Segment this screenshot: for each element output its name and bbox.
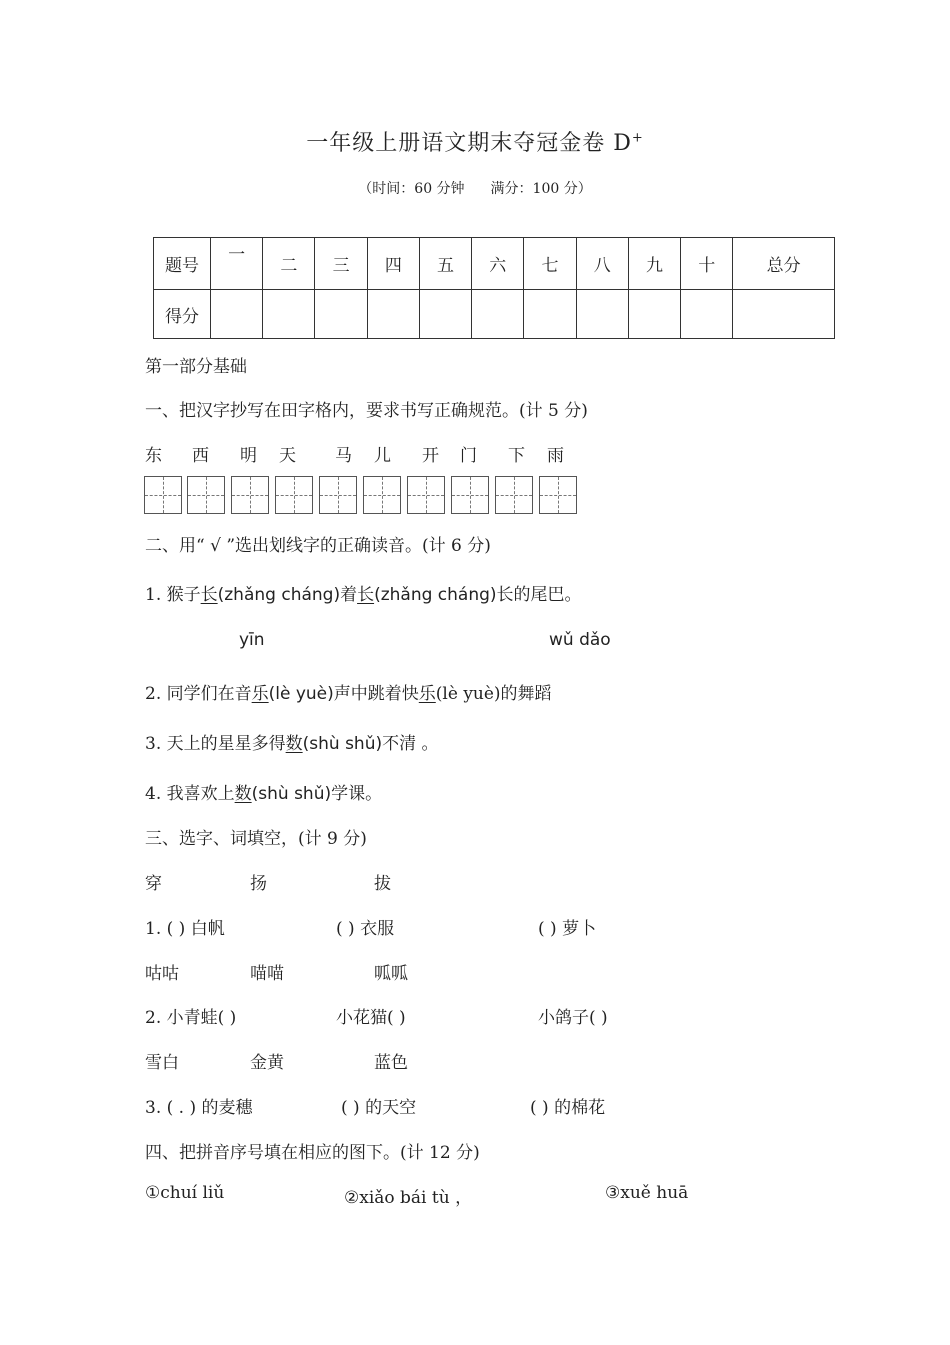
q3-heading: 三、选字、词填空，(计 9 分) bbox=[145, 829, 367, 849]
pinyin-option: ②xiǎo bái tù ， bbox=[344, 1188, 473, 1208]
copy-char: 雨 bbox=[547, 446, 564, 466]
score-cell[interactable] bbox=[628, 290, 680, 339]
full-score: 满分：100 分） bbox=[490, 181, 592, 197]
tianzige-cell[interactable] bbox=[319, 476, 357, 514]
copy-char: 门 bbox=[460, 446, 477, 466]
copy-char: 明 bbox=[240, 446, 257, 466]
col-header: 总分 bbox=[733, 238, 835, 290]
tianzige-cell[interactable] bbox=[495, 476, 533, 514]
col-header: 三 bbox=[315, 238, 367, 290]
copy-char: 儿 bbox=[374, 446, 391, 466]
underlined-char: 数 bbox=[234, 784, 252, 804]
score-cell[interactable] bbox=[419, 290, 471, 339]
underlined-char: 长 bbox=[200, 585, 218, 605]
score-cell[interactable] bbox=[733, 290, 835, 339]
q2-sentence-4: 4. 我喜欢上数(shù shǔ)学课。 bbox=[145, 784, 383, 804]
q1-heading: 一、把汉字抄写在田字格内，要求书写正确规范。(计 5 分) bbox=[145, 401, 588, 421]
score-cell[interactable] bbox=[681, 290, 733, 339]
q2-sentence-2: 2. 同学们在音乐(lè yuè)声中跳着快乐(lè yuè)的舞蹈 bbox=[145, 684, 552, 704]
score-cell[interactable] bbox=[263, 290, 315, 339]
part-heading: 第一部分基础 bbox=[145, 357, 247, 377]
col-header: 五 bbox=[419, 238, 471, 290]
q2-heading: 二、用“ √ ”选出划线字的正确读音。(计 6 分) bbox=[145, 536, 491, 556]
col-header: 七 bbox=[524, 238, 576, 290]
q2-sentence-1: 1. 猴子长(zhǎng cháng)着长(zhǎng cháng)长的尾巴。 bbox=[145, 585, 582, 605]
underlined-char: 数 bbox=[285, 734, 303, 754]
score-label: 得分 bbox=[154, 290, 211, 339]
header-label: 题号 bbox=[154, 238, 211, 290]
score-cell[interactable] bbox=[524, 290, 576, 339]
pinyin-option: ③xuě huā bbox=[605, 1183, 689, 1203]
col-header: 十 bbox=[681, 238, 733, 290]
copy-char: 东 bbox=[145, 446, 162, 466]
score-table-score-row bbox=[154, 290, 835, 339]
score-cell[interactable] bbox=[367, 290, 419, 339]
exam-info bbox=[0, 178, 950, 198]
copy-char: 天 bbox=[279, 446, 296, 466]
tianzige-cell[interactable] bbox=[231, 476, 269, 514]
col-header: 二 bbox=[263, 238, 315, 290]
q4-heading: 四、把拼音序号填在相应的图下。(计 12 分) bbox=[145, 1143, 480, 1163]
score-cell[interactable] bbox=[472, 290, 524, 339]
tianzige-cell[interactable] bbox=[275, 476, 313, 514]
underlined-char: 乐 bbox=[251, 684, 269, 704]
col-header: 四 bbox=[367, 238, 419, 290]
col-header: 八 bbox=[576, 238, 628, 290]
pinyin-option: ①chuí liǔ bbox=[145, 1183, 225, 1203]
tianzige-cell[interactable] bbox=[451, 476, 489, 514]
copy-char: 开 bbox=[422, 446, 439, 466]
col-header: 一 bbox=[211, 238, 263, 290]
score-cell[interactable] bbox=[315, 290, 367, 339]
pinyin-hint: yīn bbox=[239, 630, 265, 650]
col-header: 六 bbox=[472, 238, 524, 290]
copy-char: 下 bbox=[508, 446, 525, 466]
tianzige-cell[interactable] bbox=[363, 476, 401, 514]
score-table-header-row bbox=[154, 238, 835, 290]
pinyin-hint: wǔ dǎo bbox=[549, 630, 611, 650]
score-cell[interactable] bbox=[576, 290, 628, 339]
score-cell[interactable] bbox=[211, 290, 263, 339]
time-limit: （时间：60 分钟 bbox=[358, 181, 465, 197]
copy-char: 马 bbox=[335, 446, 352, 466]
score-table bbox=[153, 237, 835, 339]
underlined-char: 乐 bbox=[418, 684, 436, 704]
underlined-char: 长 bbox=[357, 585, 375, 605]
copy-char: 西 bbox=[192, 446, 209, 466]
page-title: 一年级上册语文期末夺冠金卷 D+ bbox=[306, 130, 644, 156]
tianzige-cell[interactable] bbox=[407, 476, 445, 514]
tianzige-cell[interactable] bbox=[539, 476, 577, 514]
tianzige-cell[interactable] bbox=[144, 476, 182, 514]
q2-sentence-3: 3. 天上的星星多得数(shù shǔ)不清 。 bbox=[145, 734, 439, 754]
tianzige-cell[interactable] bbox=[187, 476, 225, 514]
col-header: 九 bbox=[628, 238, 680, 290]
